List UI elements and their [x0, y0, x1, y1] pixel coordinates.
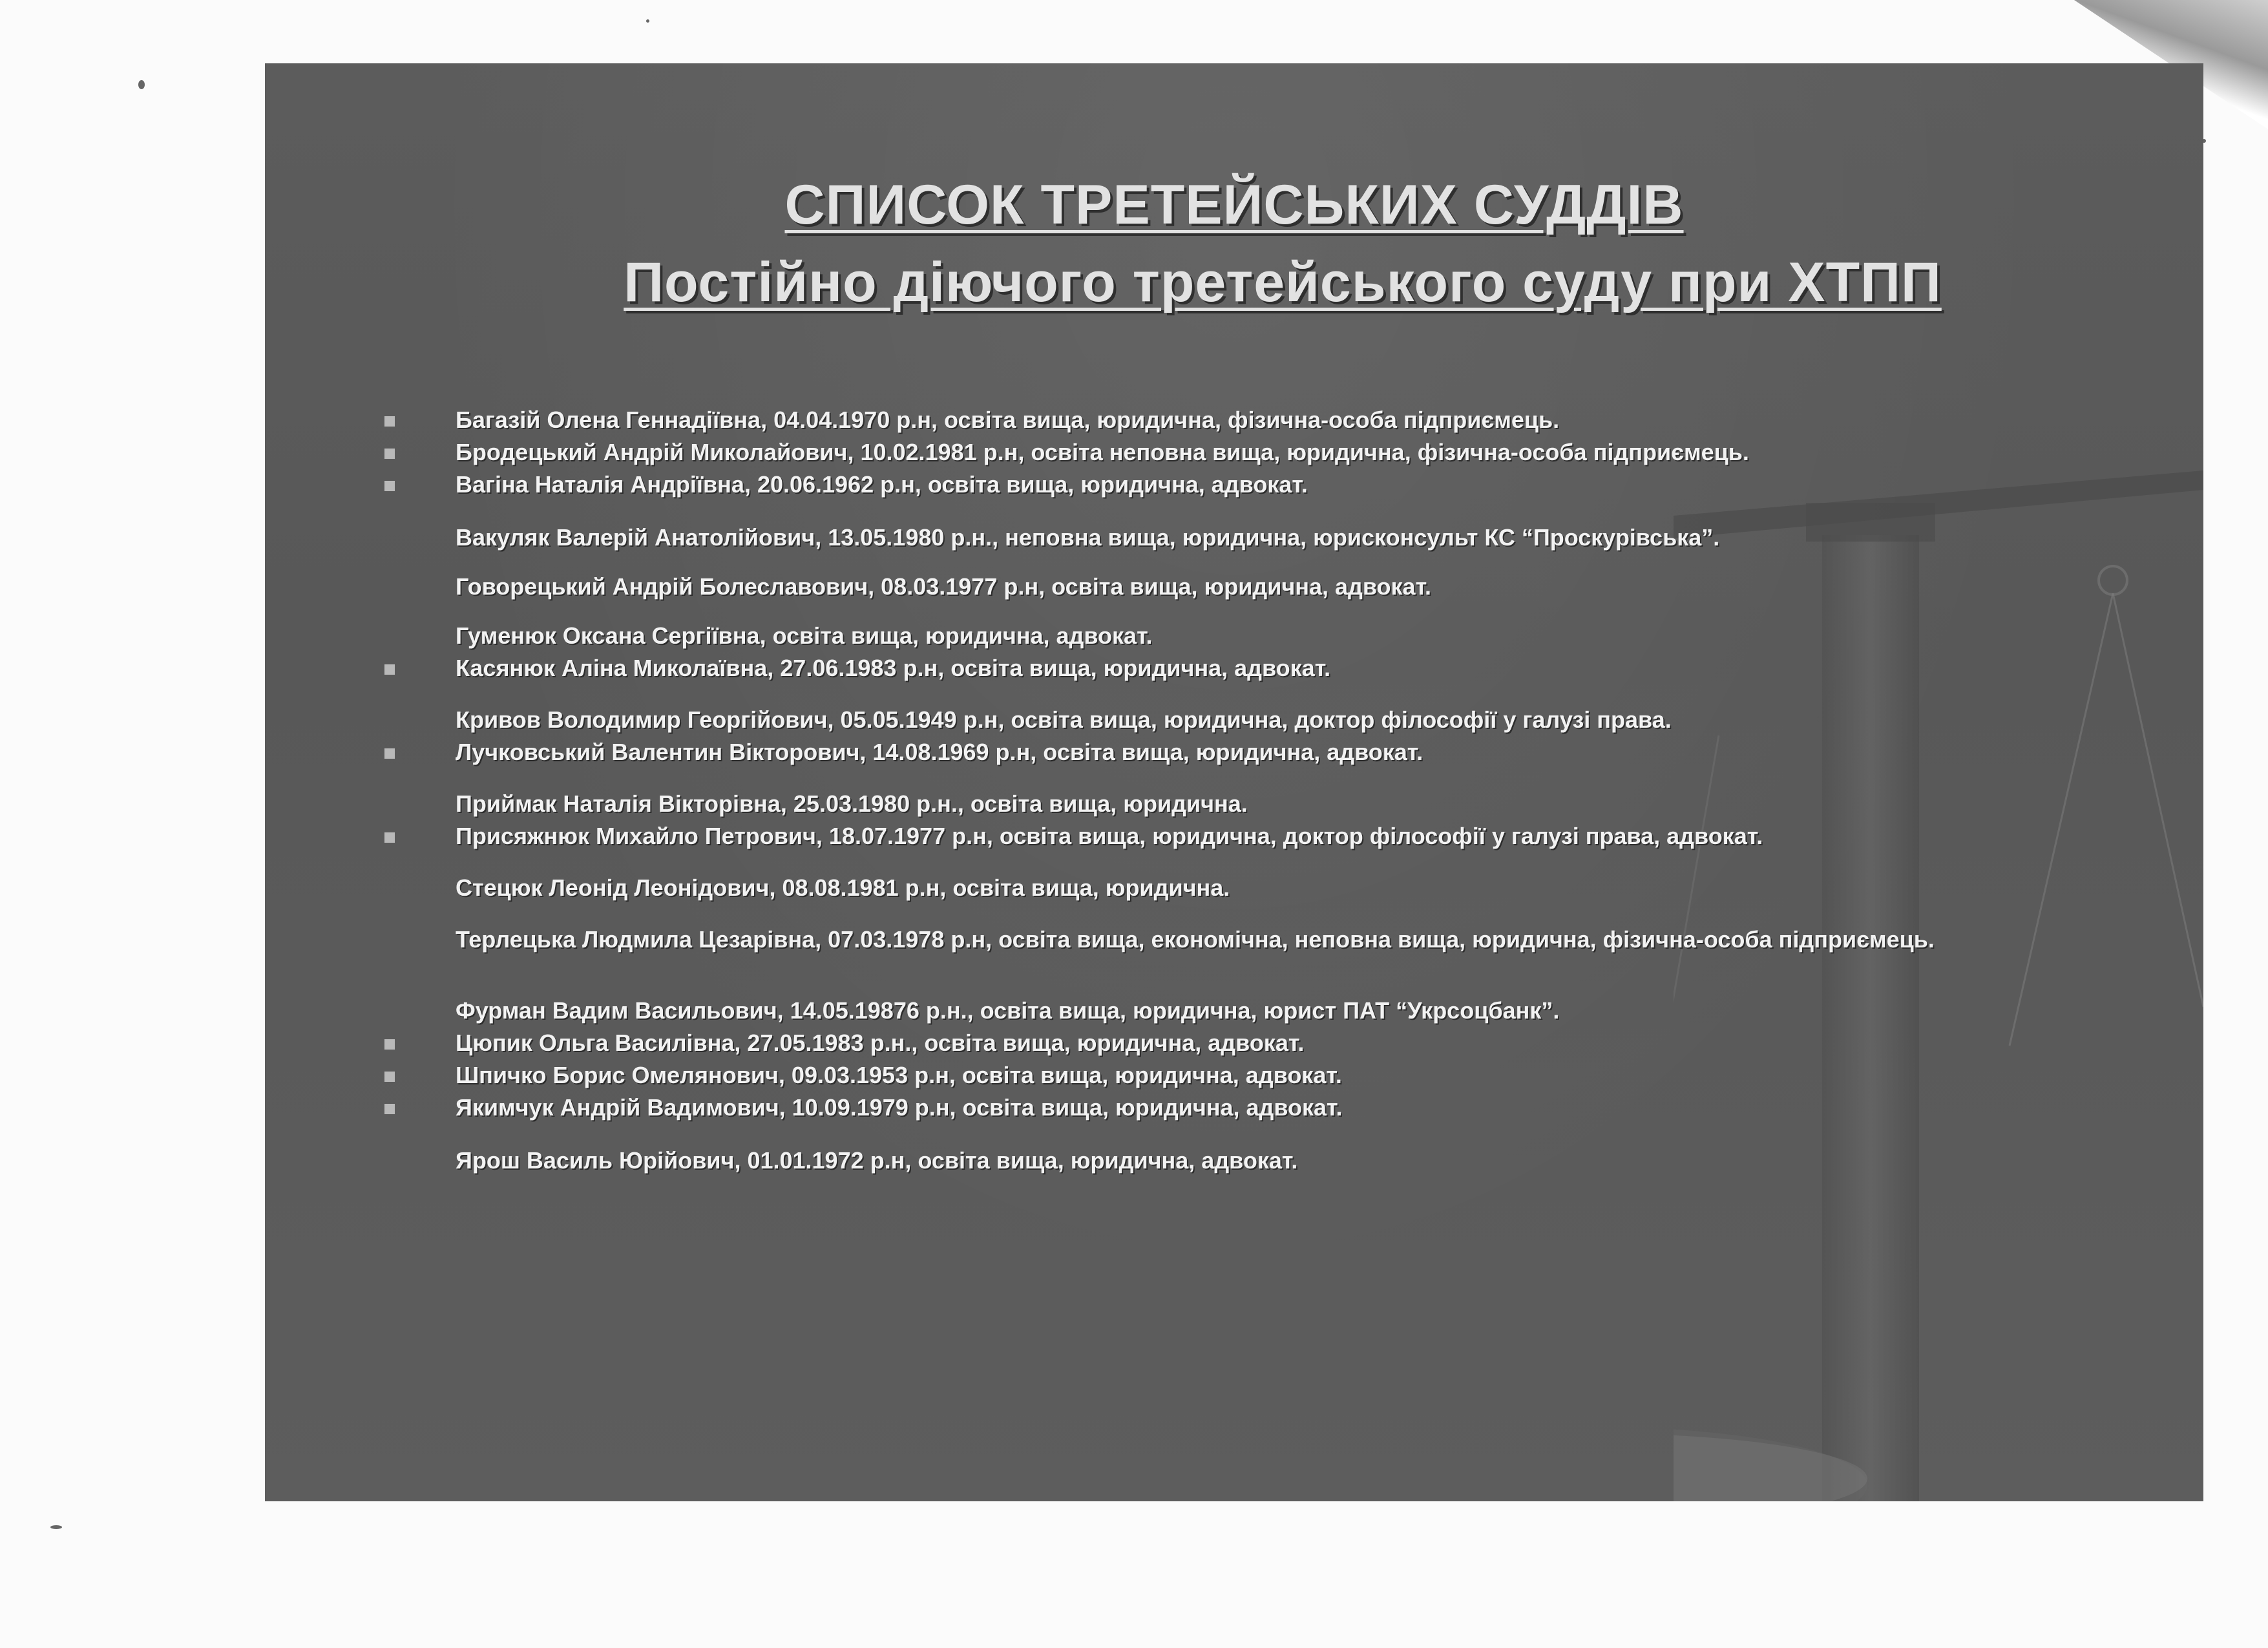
judge-entry: Вакуляк Валерій Анатолійович, 13.05.1980 р.н., неповна вища, юридична, юрисконсульт КС “Проскурівська”. — [456, 524, 1720, 551]
bullet-icon — [384, 481, 395, 491]
judge-entry: Вагіна Наталія Андріївна, 20.06.1962 р.н, освіта вища, юридична, адвокат. — [456, 471, 1308, 498]
bullet-icon — [384, 1039, 395, 1050]
judge-entry: Багазій Олена Геннадіївна, 04.04.1970 р.н, освіта вища, юридична, фізична-особа підприємець. — [456, 407, 1560, 433]
judge-entry: Гуменюк Оксана Сергіївна, освіта вища, юридична, адвокат. — [456, 622, 1153, 649]
bullet-icon — [384, 449, 395, 459]
judge-entry: Присяжнюк Михайло Петрович, 18.07.1977 р.н, освіта вища, юридична, доктор філософії у галузі права, адвокат. — [456, 823, 1763, 849]
bullet-icon — [384, 664, 395, 675]
bullet-icon — [384, 832, 395, 843]
judge-entry: Терлецька Людмила Цезарівна, 07.03.1978 р.н, освіта вища, економічна, неповна вища, юридична, фізична-особа підприємець. — [456, 926, 1935, 953]
title-line-1: СПИСОК ТРЕТЕЙСЬКИХ СУДДІВ — [784, 174, 1684, 236]
bullet-icon — [384, 1104, 395, 1114]
judge-entry: Касянюк Аліна Миколаївна, 27.06.1983 р.н, освіта вища, юридична, адвокат. — [456, 655, 1331, 681]
judge-entry: Лучковський Валентин Вікторович, 14.08.1969 р.н, освіта вища, юридична, адвокат. — [456, 739, 1423, 765]
judges-list — [265, 63, 2203, 1501]
bullet-icon — [384, 1072, 395, 1082]
judge-entry: Ярош Василь Юрійович, 01.01.1972 р.н, освіта вища, юридична, адвокат. — [456, 1147, 1298, 1174]
judge-entry: Говорецький Андрій Болеславович, 08.03.1977 р.н, освіта вища, юридична, адвокат. — [456, 573, 1432, 600]
judge-entry: Якимчук Андрій Вадимович, 10.09.1979 р.н, освіта вища, юридична, адвокат. — [456, 1094, 1343, 1121]
title-line-2: Постійно діючого третейського суду при ХТПП — [624, 251, 1942, 313]
bullet-icon — [384, 748, 395, 759]
judge-entry: Шпичко Борис Омелянович, 09.03.1953 р.н, освіта вища, юридична, адвокат. — [456, 1062, 1342, 1088]
judge-entry: Приймак Наталія Вікторівна, 25.03.1980 р.н., освіта вища, юридична. — [456, 790, 1248, 817]
judge-entry: Бродецький Андрій Миколайович, 10.02.1981 р.н, освіта неповна вища, юридична, фізична-особа підприємець. — [456, 439, 1749, 465]
bullet-icon — [384, 416, 395, 427]
scan-speck — [646, 19, 649, 23]
scan-speck — [138, 80, 145, 89]
judge-entry: Кривов Володимир Георгійович, 05.05.1949 р.н, освіта вища, юридична, доктор філософії у галузі права. — [456, 706, 1672, 733]
judge-entry: Стецюк Леонід Леонідович, 08.08.1981 р.н, освіта вища, юридична. — [456, 874, 1230, 901]
slide-panel — [265, 63, 2203, 1501]
judge-entry: Цюпик Ольга Василівна, 27.05.1983 р.н., освіта вища, юридична, адвокат. — [456, 1030, 1305, 1056]
scan-speck — [50, 1525, 62, 1529]
judge-entry: Фурман Вадим Васильович, 14.05.19876 р.н., освіта вища, юридична, юрист ПАТ “Укрсоцбанк”. — [456, 997, 1560, 1024]
